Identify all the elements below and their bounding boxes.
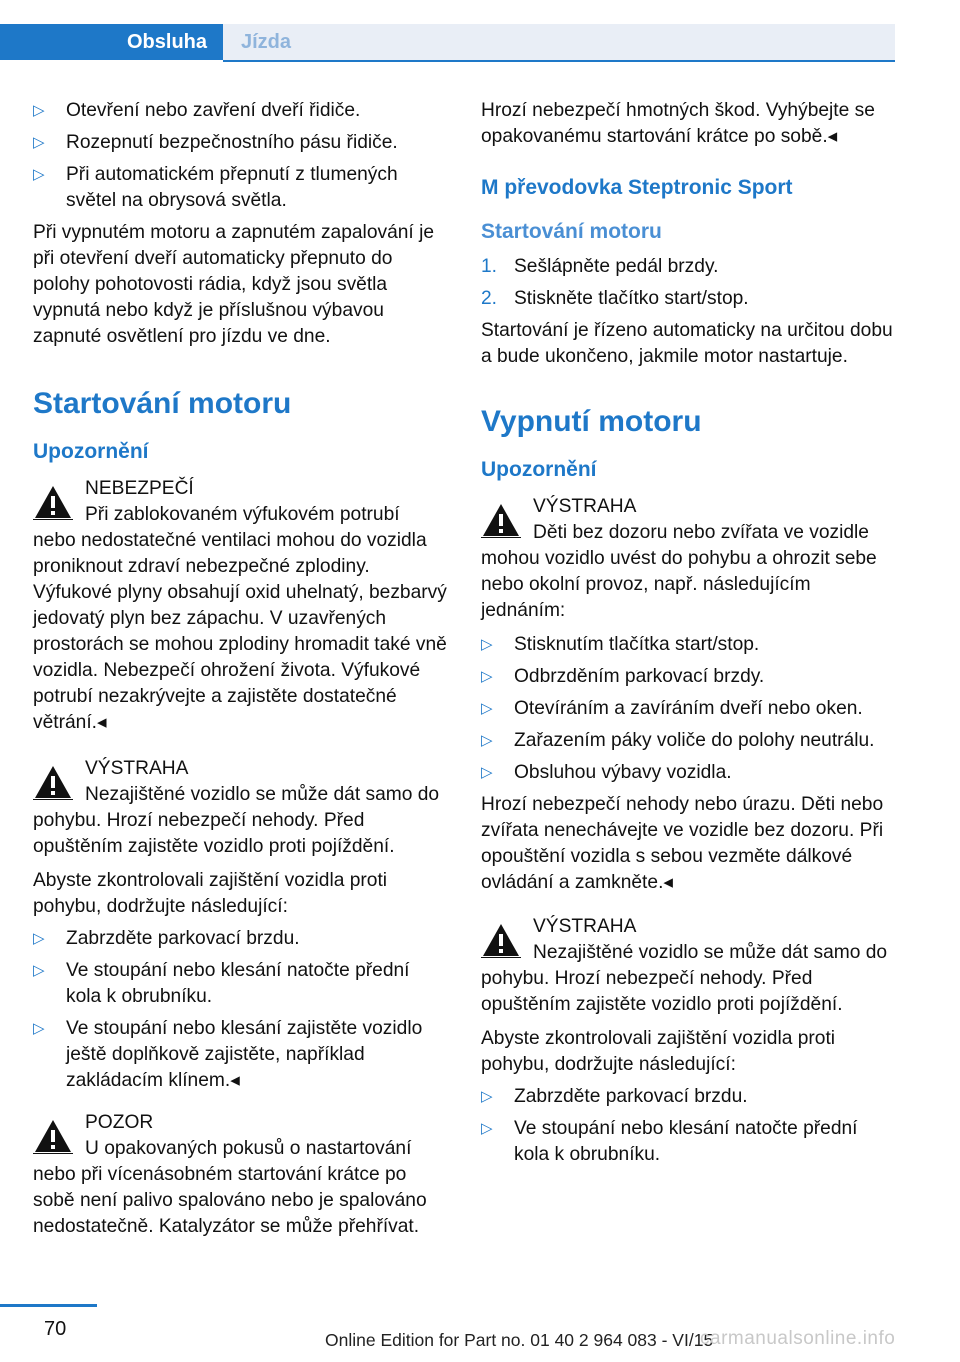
bullet-list-1: [33, 98, 447, 214]
list-item: ▷ Stisknutím tlačítka start/stop.: [481, 632, 895, 658]
right-column: [481, 98, 895, 1174]
warning-block: [481, 914, 895, 1018]
warning-triangle-icon: [33, 1118, 73, 1154]
subsection-heading: Upozornění: [33, 440, 149, 463]
list-item: ▷ Zabrzděte parkovací brzdu.: [33, 926, 447, 952]
page-header: [0, 0, 895, 62]
subheading-start: Startování motoru: [481, 220, 662, 243]
warning-text: Nezajištěné vozidlo se může dát samo do pohybu. Hrozí nebezpečí nehody. Před opuštěním zajistěte vozidlo proti pojíždění.: [481, 942, 888, 1015]
warning-block: [481, 494, 895, 624]
list-item: ▷ Otevření nebo zavření dveří řidiče.: [33, 98, 447, 124]
step-item: 1. Sešlápněte pedál brzdy.: [481, 256, 719, 277]
warning-title: NEBEZPEČÍ: [85, 478, 194, 499]
warning-block: [33, 1110, 447, 1240]
warning-triangle-icon: [33, 484, 73, 520]
triangle-right-icon: ▷: [33, 962, 45, 979]
paragraph: Abyste zkontrolovali zajištění vozidla proti pohybu, dodržujte následující:: [33, 870, 388, 917]
triangle-right-icon: ▷: [33, 134, 45, 151]
list-item: ▷ Zabrzděte parkovací brzdu.: [481, 1084, 895, 1110]
triangle-right-icon: ▷: [33, 166, 45, 183]
section-heading: Vypnutí motoru: [481, 405, 702, 438]
tab-jizda[interactable]: Jízda: [223, 24, 895, 60]
list-item: ▷ Rozepnutí bezpečnostního pásu řidiče.: [33, 130, 447, 156]
list-item: ▷ Ve stoupání nebo klesání natočte přední kola k obrubníku.: [33, 960, 410, 1007]
triangle-right-icon: ▷: [481, 764, 493, 781]
footer-rule: [0, 1304, 97, 1307]
triangle-right-icon: ▷: [481, 668, 493, 685]
bullet-list-3: [481, 632, 895, 786]
list-item: ▷ Ve stoupání nebo klesání zajistěte vozidlo ještě doplňkově zajistěte, například zakládacím klínem.◂: [33, 1018, 423, 1091]
warning-triangle-icon: [33, 764, 73, 800]
warning-triangle-icon: [481, 502, 521, 538]
warning-triangle-icon: [481, 922, 521, 958]
subsection-heading: Upozornění: [481, 458, 597, 481]
list-item: ▷ Obsluhou výbavy vozidla.: [481, 760, 895, 786]
edition-note: Online Edition for Part no. 01 40 2 964 083 - VI/15: [325, 1330, 714, 1350]
section-subheading-m: M převodovka Steptronic Sport: [481, 176, 793, 199]
warning-text: Děti bez dozoru nebo zvířata ve vozidle mohou vozidlo uvést do pohybu a ohrozit sebe nebo okolní provoz, např. následujícím jednáním:: [481, 522, 877, 621]
warning-text: U opakovaných pokusů o nastartování nebo při vícenásobném startování krátce po sobě není palivo spalováno nebo je spalováno nedostatečně. Katalyzátor se může přehřívat.: [33, 1138, 427, 1237]
steps-list: [481, 254, 895, 312]
paragraph: Hrozí nebezpečí nehody nebo úrazu. Děti nebo zvířata nenechávejte ve vozidle bez dozoru. Při opouštění vozidla s sebou vezměte dálkové ovládání a zamkněte.◂: [481, 794, 884, 893]
triangle-right-icon: ▷: [481, 732, 493, 749]
paragraph: Startování je řízeno automaticky na určitou dobu a bude ukončeno, jakmile motor nastartuje.: [481, 320, 893, 367]
triangle-right-icon: ▷: [33, 1020, 45, 1037]
bullet-list-2: [33, 926, 447, 1094]
warning-title: VÝSTRAHA: [85, 758, 189, 779]
step-item: 2. Stiskněte tlačítko start/stop.: [481, 288, 749, 309]
triangle-right-icon: ▷: [33, 102, 45, 119]
warning-block: [33, 756, 447, 860]
watermark: carmanualsonline.info: [700, 1328, 896, 1349]
list-item: ▷ Při automatickém přepnutí z tlumených světel na obrysová světla.: [33, 164, 398, 211]
list-item: ▷ Zařazením páky voliče do polohy neutrálu.: [481, 728, 895, 754]
list-item: ▷ Otevíráním a zavíráním dveří nebo oken.: [481, 696, 895, 722]
bullet-list-4: [481, 1084, 895, 1168]
triangle-right-icon: ▷: [481, 1120, 493, 1137]
page-number: 70: [44, 1318, 67, 1340]
warning-block: [33, 476, 447, 736]
warning-title: VÝSTRAHA: [533, 916, 637, 937]
triangle-right-icon: ▷: [481, 700, 493, 717]
tab-obsluha[interactable]: Obsluha: [0, 24, 223, 60]
paragraph: Při vypnutém motoru a zapnutém zapalování je při otevření dveří automaticky přepnuto do polohy pohotovosti rádia, když jsou světla vypnutá nebo když je příslušnou výbavou zapnuté osvětlení pro jízdu ve dne.: [33, 222, 435, 347]
header-rule: [223, 60, 895, 62]
warning-text: Při zablokovaném výfukovém potrubí nebo nedostatečné ventilaci mohou do vozidla proniknout zdraví nebezpečné zplodiny. Výfukové plyny obsahují oxid uhelnatý, bezbarvý jedovatý plyn bez zápachu. V uzavřených prostorách se mohou zplodiny hromadit také vně vozidla. Nebezpečí ohrožení života. Výfukové potrubí nezakrývejte a zajistěte dostatečné větrání.◂: [33, 504, 447, 733]
triangle-right-icon: ▷: [33, 930, 45, 947]
list-item: ▷ Odbrzděním parkovací brzdy.: [481, 664, 895, 690]
left-column: [33, 98, 447, 1248]
triangle-right-icon: ▷: [481, 636, 493, 653]
list-item: ▷ Ve stoupání nebo klesání natočte přední kola k obrubníku.: [481, 1118, 858, 1165]
warning-title: POZOR: [85, 1112, 154, 1133]
paragraph: Abyste zkontrolovali zajištění vozidla proti pohybu, dodržujte následující:: [481, 1028, 836, 1075]
warning-text: Nezajištěné vozidlo se může dát samo do pohybu. Hrozí nebezpečí nehody. Před opuštěním zajistěte vozidlo proti pojíždění.: [33, 784, 440, 857]
section-heading: Startování motoru: [33, 387, 292, 420]
triangle-right-icon: ▷: [481, 1088, 493, 1105]
warning-title: VÝSTRAHA: [533, 496, 637, 517]
paragraph: Hrozí nebezpečí hmotných škod. Vyhýbejte se opakovanému startování krátce po sobě.◂: [481, 100, 875, 147]
